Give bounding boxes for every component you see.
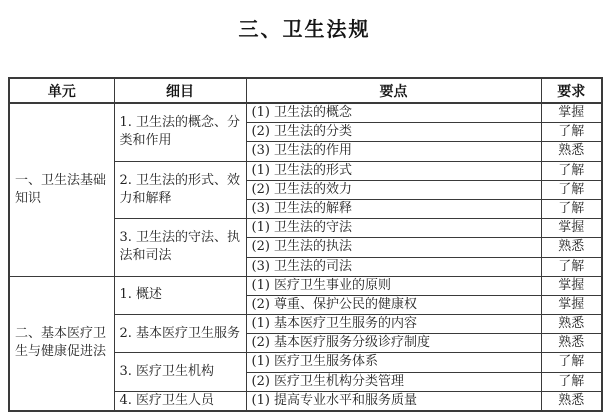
item-cell: 4. 医疗卫生人员 bbox=[114, 391, 246, 411]
requirement-cell: 了解 bbox=[541, 353, 602, 372]
requirement-cell: 熟悉 bbox=[541, 391, 602, 411]
requirement-cell: 熟悉 bbox=[541, 238, 602, 257]
requirement-cell: 熟悉 bbox=[541, 142, 602, 161]
item-cell: 2. 基本医疗卫生服务 bbox=[114, 315, 246, 353]
col-header-points: 要点 bbox=[246, 78, 541, 103]
col-header-unit: 单元 bbox=[9, 78, 114, 103]
requirement-cell: 熟悉 bbox=[541, 315, 602, 334]
point-cell: (3) 卫生法的司法 bbox=[246, 257, 541, 276]
point-cell: (3) 卫生法的作用 bbox=[246, 142, 541, 161]
point-cell: (1) 医疗卫生服务体系 bbox=[246, 353, 541, 372]
point-cell: (2) 基本医疗服务分级诊疗制度 bbox=[246, 334, 541, 353]
table-row bbox=[9, 276, 602, 295]
point-cell: (2) 卫生法的效力 bbox=[246, 180, 541, 199]
requirement-cell: 了解 bbox=[541, 180, 602, 199]
requirement-cell: 了解 bbox=[541, 199, 602, 218]
col-header-requirement: 要求 bbox=[541, 78, 602, 103]
requirement-cell: 熟悉 bbox=[541, 334, 602, 353]
point-cell: (1) 卫生法的概念 bbox=[246, 103, 541, 123]
unit-cell: 二、基本医疗卫生与健康促进法 bbox=[9, 276, 114, 411]
requirement-cell: 了解 bbox=[541, 161, 602, 180]
syllabus-table bbox=[8, 77, 603, 412]
col-header-item: 细目 bbox=[114, 78, 246, 103]
requirement-cell: 了解 bbox=[541, 257, 602, 276]
requirement-cell: 掌握 bbox=[541, 219, 602, 238]
item-cell: 1. 卫生法的概念、分类和作用 bbox=[114, 103, 246, 161]
point-cell: (1) 卫生法的守法 bbox=[246, 219, 541, 238]
requirement-cell: 掌握 bbox=[541, 295, 602, 314]
requirement-cell: 了解 bbox=[541, 123, 602, 142]
point-cell: (1) 基本医疗卫生服务的内容 bbox=[246, 315, 541, 334]
requirement-cell: 掌握 bbox=[541, 103, 602, 123]
item-cell: 1. 概述 bbox=[114, 276, 246, 314]
point-cell: (2) 卫生法的执法 bbox=[246, 238, 541, 257]
requirement-cell: 了解 bbox=[541, 372, 602, 391]
point-cell: (1) 提高专业水平和服务质量 bbox=[246, 391, 541, 411]
point-cell: (1) 卫生法的形式 bbox=[246, 161, 541, 180]
point-cell: (2) 医疗卫生机构分类管理 bbox=[246, 372, 541, 391]
point-cell: (2) 卫生法的分类 bbox=[246, 123, 541, 142]
point-cell: (2) 尊重、保护公民的健康权 bbox=[246, 295, 541, 314]
item-cell: 2. 卫生法的形式、效力和解释 bbox=[114, 161, 246, 219]
point-cell: (3) 卫生法的解释 bbox=[246, 199, 541, 218]
table-row bbox=[9, 103, 602, 123]
item-cell: 3. 医疗卫生机构 bbox=[114, 353, 246, 391]
requirement-cell: 掌握 bbox=[541, 276, 602, 295]
item-cell: 3. 卫生法的守法、执法和司法 bbox=[114, 219, 246, 277]
point-cell: (1) 医疗卫生事业的原则 bbox=[246, 276, 541, 295]
header-row bbox=[9, 78, 602, 103]
page-title: 三、卫生法规 bbox=[238, 17, 371, 41]
unit-cell: 一、卫生法基础知识 bbox=[9, 103, 114, 276]
